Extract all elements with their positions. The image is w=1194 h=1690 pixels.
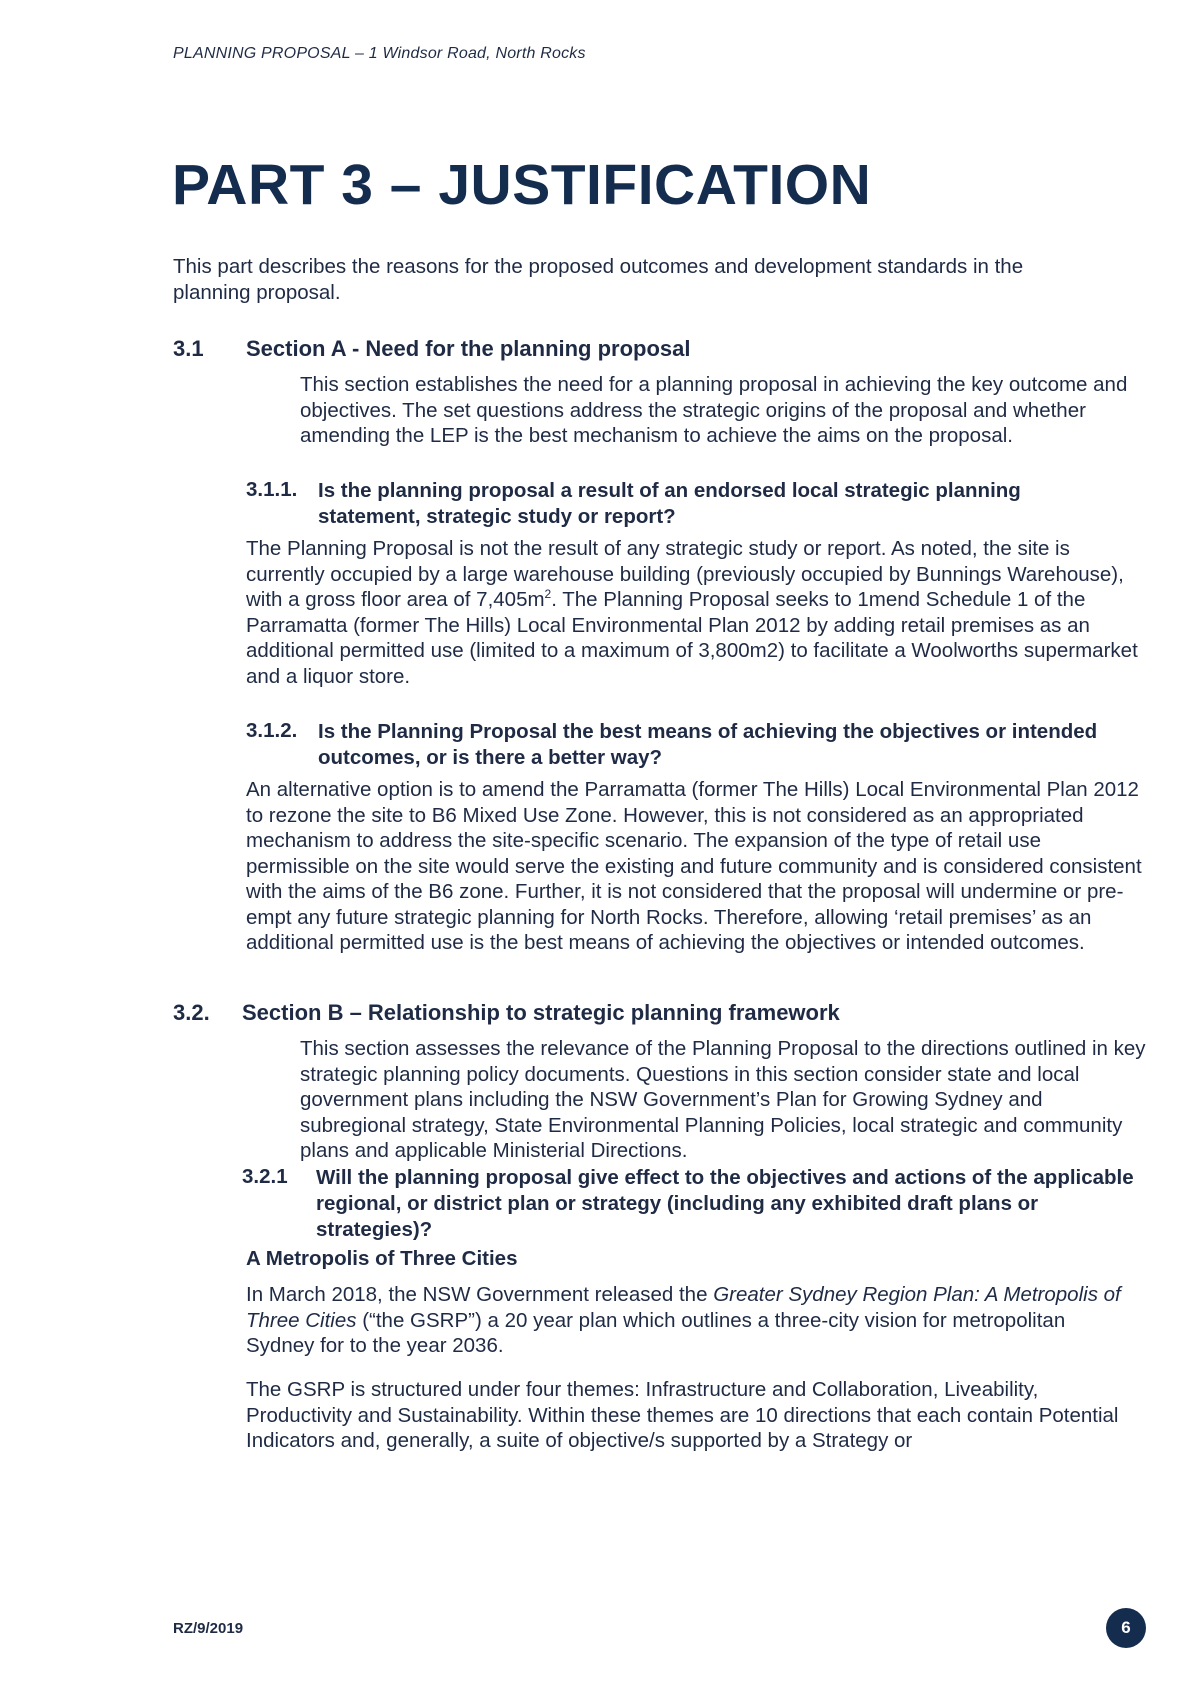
section-a-intro: This section establishes the need for a planning proposal in achieving the key outcome and objectives. The set questions address the strategic origins of the proposal and whether amending the LEP is the best mechanism to achieve the aims on the proposal. bbox=[300, 373, 1128, 447]
section-b-intro: This section assesses the relevance of the Planning Proposal to the directions outlined in key strategic planning policy documents. Questions in this section consider state and local government plans including the NSW Government’s Plan for Growing Sydney and subregional strategy, State Environmental Planning Policies, local strategic and community plans and applicable Ministerial Directions. bbox=[300, 1037, 1146, 1162]
question-3-1-1-number: 3.1.1. bbox=[246, 478, 298, 501]
footer-reference-code: RZ/9/2019 bbox=[173, 1620, 244, 1637]
gsrp-plan-title: Greater Sydney Region Plan: A Metropolis of Three Cities bbox=[246, 1283, 1121, 1332]
superscript-2: 2 bbox=[544, 587, 552, 602]
question-3-1-1-body bbox=[246, 536, 1146, 689]
running-header: PLANNING PROPOSAL – 1 Windsor Road, North Rocks bbox=[173, 45, 586, 62]
page-number-badge: 6 bbox=[1106, 1608, 1146, 1648]
gsrp-p1-part1: In March 2018, the NSW Government released the bbox=[246, 1283, 714, 1306]
q-3-1-1-body-part1: The Planning Proposal is not the result of any strategic study or report. As noted, the site is currently occupied by a large warehouse building (previously occupied by Bunnings Warehouse), with a gross floor area of 7,405m bbox=[246, 537, 1124, 611]
section-b-number: 3.2. bbox=[173, 1000, 210, 1025]
question-3-1-2-title: Is the Planning Proposal the best means of achieving the objectives or intended outcomes, or is there a better way? bbox=[318, 720, 1098, 769]
question-3-2-1-title: Will the planning proposal give effect to the objectives and actions of the applicable regional, or district plan or strategy (including any exhibited draft plans or strategies)? bbox=[316, 1166, 1134, 1241]
gsrp-paragraph-2: The GSRP is structured under four themes: Infrastructure and Collaboration, Liveability, Productivity and Sustainability. Within these themes are 10 directions that each contain Potential Indicators and, generally, a suite of objective/s supported by a Strategy or bbox=[246, 1378, 1119, 1452]
section-b-title: Section B – Relationship to strategic planning framework bbox=[242, 1000, 840, 1025]
gsrp-paragraph-1 bbox=[246, 1282, 1131, 1359]
question-3-1-1-title: Is the planning proposal a result of an endorsed local strategic planning statement, strategic study or report? bbox=[318, 479, 1021, 528]
q-3-1-1-body-part2: . The Planning Proposal seeks to 1mend Schedule 1 of the Parramatta (former The Hills) Local Environmental Plan 2012 by adding retail premises as an additional permitted use (limited to a maximum of 3,800m2) to facilitate a Woolworths supermarket and a liquor store. bbox=[246, 588, 1138, 688]
question-3-1-2-number: 3.1.2. bbox=[246, 719, 298, 742]
section-a-number: 3.1 bbox=[173, 336, 204, 361]
gsrp-p1-part2: (“the GSRP”) a 20 year plan which outlines a three-city vision for metropolitan Sydney for to the year 2036. bbox=[246, 1308, 1066, 1357]
part-intro: This part describes the reasons for the proposed outcomes and development standards in the planning proposal. bbox=[173, 255, 1024, 304]
question-3-1-2-body: An alternative option is to amend the Parramatta (former The Hills) Local Environmental Plan 2012 to rezone the site to B6 Mixed Use Zone. However, this is not considered as an appropriated mechanism to address the site-specific scenario. The expansion of the type of retail use permissible on the site would serve the existing and future community and is considered consistent with the aims of the B6 zone. Further, it is not considered that the proposal will undermine or pre-empt any future strategic planning for North Rocks. Therefore, allowing ‘retail premises’ as an additional permitted use is the best means of achieving the objectives or intended outcomes. bbox=[246, 778, 1142, 954]
part-title: PART 3 – JUSTIFICATION bbox=[172, 153, 872, 217]
question-3-2-1-number: 3.2.1 bbox=[242, 1165, 288, 1188]
section-a-title: Section A - Need for the planning proposal bbox=[246, 336, 691, 361]
subheading-metropolis: A Metropolis of Three Cities bbox=[246, 1247, 518, 1270]
